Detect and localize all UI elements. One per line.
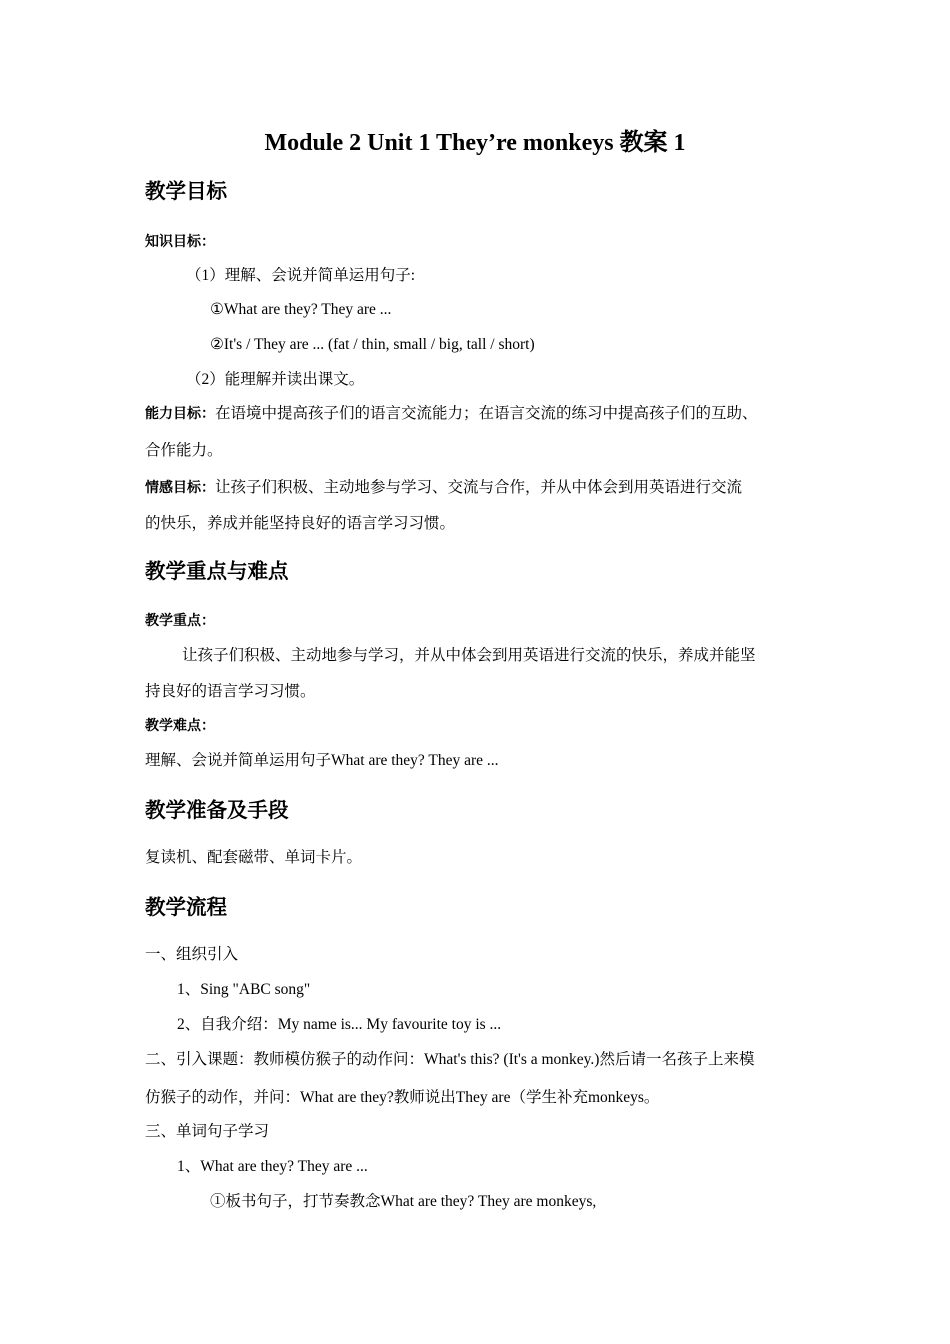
emotion-label: 情感目标：	[145, 480, 215, 496]
emotion-text-cont: 的快乐，养成并能坚持良好的语言学习习惯。	[145, 515, 456, 532]
objective-item: ①What are they? They are ...	[210, 301, 392, 318]
section-heading-key-points: 教学重点与难点	[145, 559, 289, 583]
process-substep-item: ①板书句子，打节奏教念What are they? They are monkeys,	[210, 1193, 597, 1210]
process-step: 三、单词句子学习	[145, 1123, 270, 1140]
emotion-objective	[145, 478, 742, 498]
document-title: Module 2 Unit 1 They’re monkeys 教案 1	[264, 130, 686, 156]
preparation-text: 复读机、配套磁带、单词卡片。	[145, 849, 363, 866]
emotion-text: 让孩子们积极、主动地参与学习、交流与合作，并从中体会到用英语进行交流	[215, 479, 743, 496]
ability-text-cont: 合作能力。	[145, 442, 223, 459]
section-heading-objectives: 教学目标	[145, 179, 227, 203]
focus-text-cont: 持良好的语言学习习惯。	[145, 683, 316, 700]
process-substep: 1、What are they? They are ...	[177, 1158, 368, 1175]
ability-label: 能力目标：	[145, 406, 215, 422]
process-step-cont: 仿猴子的动作，并问：What are they?教师说出They are（学生补充monkeys。	[145, 1089, 660, 1106]
focus-label: 教学重点：	[145, 613, 215, 629]
process-substep: 1、Sing "ABC song"	[177, 981, 311, 998]
section-heading-preparation: 教学准备及手段	[145, 798, 289, 822]
ability-text: 在语境中提高孩子们的语言交流能力；在语言交流的练习中提高孩子们的互助、	[215, 405, 758, 422]
process-substep: 2、自我介绍：My name is... My favourite toy is ...	[177, 1016, 502, 1033]
process-step: 二、引入课题：教师模仿猴子的动作问：What's this? (It's a monkey.)然后请一名孩子上来模	[145, 1051, 755, 1068]
focus-text: 让孩子们积极、主动地参与学习，并从中体会到用英语进行交流的快乐，养成并能坚	[182, 647, 756, 664]
objective-item: （2）能理解并读出课文。	[186, 371, 365, 388]
section-heading-process: 教学流程	[145, 895, 227, 919]
objective-item: ②It's / They are ... (fat / thin, small / big, tall / short)	[210, 336, 535, 353]
knowledge-label: 知识目标：	[145, 234, 215, 250]
difficulty-text: 理解、会说并简单运用句子What are they? They are ...	[145, 752, 499, 769]
objective-item: （1）理解、会说并简单运用句子:	[186, 267, 416, 284]
process-step: 一、组织引入	[145, 946, 239, 963]
difficulty-label: 教学难点：	[145, 718, 215, 734]
ability-objective	[145, 404, 758, 424]
